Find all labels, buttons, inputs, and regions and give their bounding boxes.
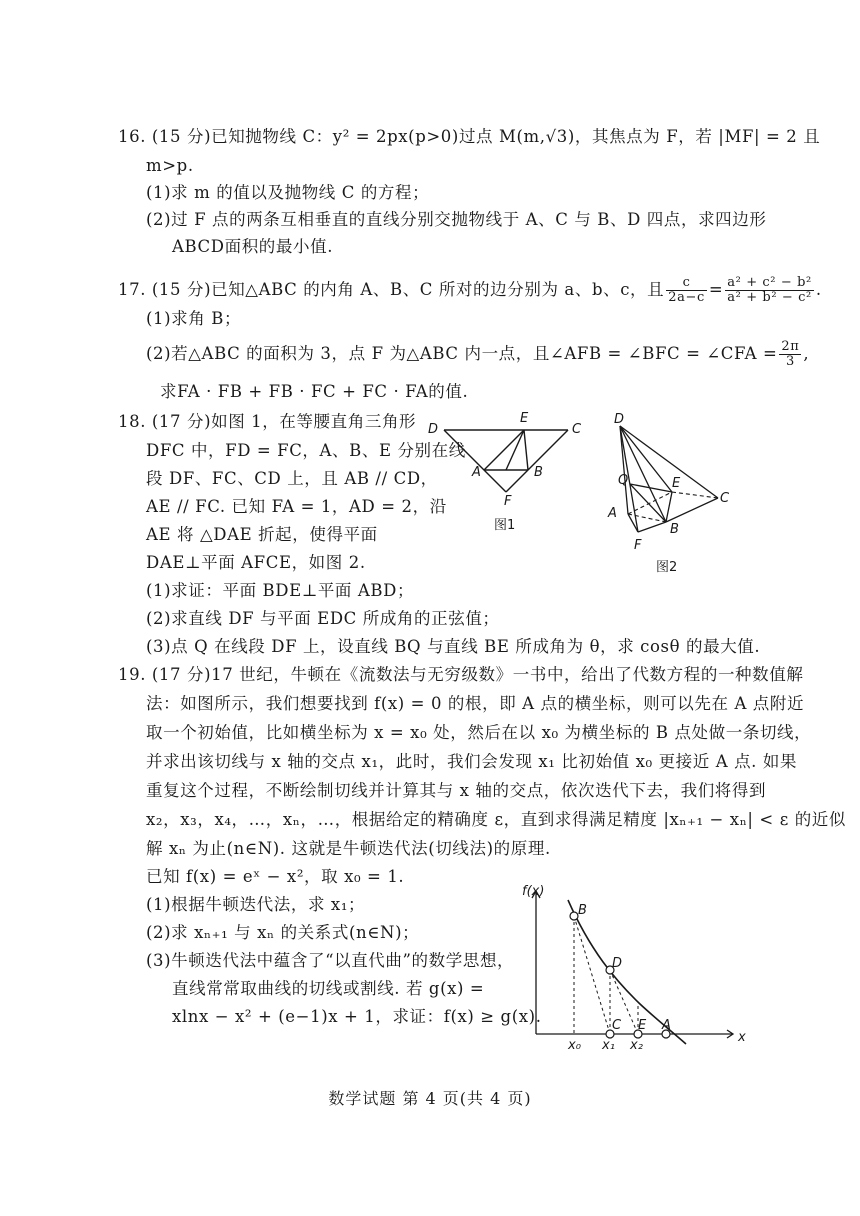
q19-part-3-cont-1: 直线常常取曲线的切线或割线. 若 g(x) = <box>172 979 485 998</box>
q17-stem: 17. (15 分)已知△ABC 的内角 A、B、C 所对的边分别为 a、b、c，且 <box>118 280 665 299</box>
q16-part-1: (1)求 m 的值以及抛物线 C 的方程； <box>146 183 430 202</box>
fig3-label-d: D <box>612 956 623 971</box>
q19-part-3: (3)牛顿迭代法中蕴含了“以直代曲”的数学思想， <box>146 951 515 970</box>
q19-line-1: 19. (17 分)17 世纪，牛顿在《流数法与无穷级数》一书中，给出了代数方程的一种数值解 <box>118 665 804 684</box>
q17-line-1 <box>118 276 822 305</box>
fraction-denominator: 3 <box>785 354 795 369</box>
q18-line-6: DAE⊥平面 AFCE，如图 2. <box>146 553 366 572</box>
fig2-caption: 图2 <box>656 560 678 575</box>
fig3-label-fx: f(x) <box>522 884 545 899</box>
q18-line-2: DFC 中，FD = FC，A、B、E 分别在线 <box>146 441 466 460</box>
edge-df <box>444 430 506 492</box>
q19-line-4: 并求出该切线与 x 轴的交点 x₁，此时，我们会发现 x₁ 比初始值 x₀ 更接近 A 点. 如果 <box>146 752 798 771</box>
q18-line-5: AE 将 △DAE 折起，使得平面 <box>146 525 378 544</box>
q17-part-2-cont: 求FA · FB + FB · FC + FC · FA的值. <box>160 382 469 401</box>
q17-part-2-text: (2)若△ABC 的面积为 3，点 F 为△ABC 内一点，且∠AFB = ∠BFC = ∠CFA = <box>146 344 778 363</box>
fraction-denominator: 2a−c <box>668 290 705 305</box>
q19-line-2: 法：如图所示，我们想要找到 f(x) = 0 的根，即 A 点的横坐标，则可以先在 A 点附近 <box>146 694 805 713</box>
edge-be <box>666 492 672 522</box>
fraction-numerator: c <box>666 276 707 291</box>
fig2-label-e: E <box>672 476 681 491</box>
fraction-denominator: a² + b² − c² <box>727 290 812 305</box>
q17-fraction-2 <box>725 276 814 305</box>
q19-part-2: (2)求 xₙ₊₁ 与 xₙ 的关系式(n∈N)； <box>146 923 420 942</box>
edge-ae <box>484 430 524 470</box>
q18-part-3: (3)点 Q 在线段 DF 上，设直线 BQ 与直线 BE 所成角为 θ，求 cosθ 的最大值. <box>146 637 761 656</box>
q19-line-5: 重复这个过程，不断绘制切线并计算其与 x 轴的交点，依次迭代下去，我们将得到 <box>146 781 767 800</box>
fig1-label-f: F <box>504 494 512 509</box>
edge-bc <box>666 498 718 522</box>
fig3-label-x1: x₁ <box>602 1038 615 1053</box>
period: . <box>815 280 822 299</box>
fig1-label-b: B <box>534 465 543 480</box>
fig3-label-e: E <box>638 1018 647 1033</box>
q19-line-6: x₂，x₃，x₄，…，xₙ，…，根据给定的精确度 ε，直到求得满足精度 |xₙ₊₁ − xₙ| < ε 的近似 <box>146 810 846 829</box>
fig1-label-e: E <box>520 411 529 426</box>
q17-fraction-3 <box>779 340 801 369</box>
q19-line-7: 解 xₙ 为止(n∈N). 这就是牛顿迭代法(切线法)的原理. <box>146 839 551 858</box>
fraction-numerator: 2π <box>781 339 800 354</box>
fig3-label-c: C <box>612 1018 622 1033</box>
q16-line-2: m>p. <box>146 156 194 175</box>
edge-fb <box>638 522 666 532</box>
q16-part-2: (2)过 F 点的两条互相垂直的直线分别交抛物线于 A、C 与 B、D 四点，求四边形 <box>146 210 767 229</box>
fig2-label-d: D <box>614 412 625 427</box>
q19-line-3: 取一个初始值，比如横坐标为 x = x₀ 处，然后在以 x₀ 为横坐标的 B 点处做一条切线， <box>146 723 812 742</box>
edge-eb <box>524 430 528 470</box>
point-b <box>570 912 578 920</box>
q18-part-2: (2)求直线 DF 与平面 EDC 所成角的正弦值； <box>146 609 500 628</box>
q17-fraction-1 <box>666 276 707 305</box>
fig2-label-f: F <box>634 538 642 553</box>
fig2-label-a: A <box>608 506 617 521</box>
figure-3-newton-iteration <box>520 880 750 1060</box>
inner-line <box>506 430 524 470</box>
fig3-label-x: x <box>738 1030 746 1045</box>
fig3-label-a: A <box>662 1018 671 1033</box>
q16-line-1: 16. (15 分)已知抛物线 C：y² = 2px(p>0)过点 M(m,√3)，其焦点为 F，若 |MF| = 2 且 <box>118 127 821 146</box>
q19-part-1: (1)根据牛顿迭代法，求 x₁； <box>146 895 366 914</box>
q19-part-3-cont-2: xlnx − x² + (e−1)x + 1，求证：f(x) ≥ g(x). <box>172 1007 542 1026</box>
fig3-label-x2: x₂ <box>630 1038 643 1053</box>
fig2-label-q: Q <box>618 473 629 488</box>
fig2-label-c: C <box>720 491 730 506</box>
q19-given: 已知 f(x) = eˣ − x²，取 x₀ = 1. <box>146 867 405 886</box>
equals-sign: = <box>708 280 724 299</box>
fig1-caption: 图1 <box>494 518 516 533</box>
q17-part-2 <box>146 340 809 369</box>
q18-part-1: (1)求证：平面 BDE⊥平面 ABD； <box>146 581 415 600</box>
page-footer: 数学试题 第 4 页(共 4 页) <box>328 1089 532 1108</box>
fraction-numerator: a² + c² − b² <box>727 275 812 290</box>
fig1-label-c: C <box>572 422 582 437</box>
q16-part-2-cont: ABCD面积的最小值. <box>172 237 334 256</box>
q18-line-4: AE // FC. 已知 FA = 1，AD = 2，沿 <box>146 497 447 516</box>
comma: , <box>803 344 810 363</box>
edge-ae-dashed <box>628 492 672 514</box>
q18-line-3: 段 DF、FC、CD 上，且 AB // CD， <box>146 469 438 488</box>
q18-line-1: 18. (17 分)如图 1，在等腰直角三角形 <box>118 412 417 431</box>
tangent-b <box>574 916 610 1034</box>
fig3-label-x0: x₀ <box>568 1038 581 1053</box>
q17-part-1: (1)求角 B； <box>146 309 242 328</box>
fig3-label-b: B <box>578 903 587 918</box>
fig2-label-b: B <box>670 522 679 537</box>
fig1-label-a: A <box>472 465 481 480</box>
fig1-label-d: D <box>428 422 439 437</box>
